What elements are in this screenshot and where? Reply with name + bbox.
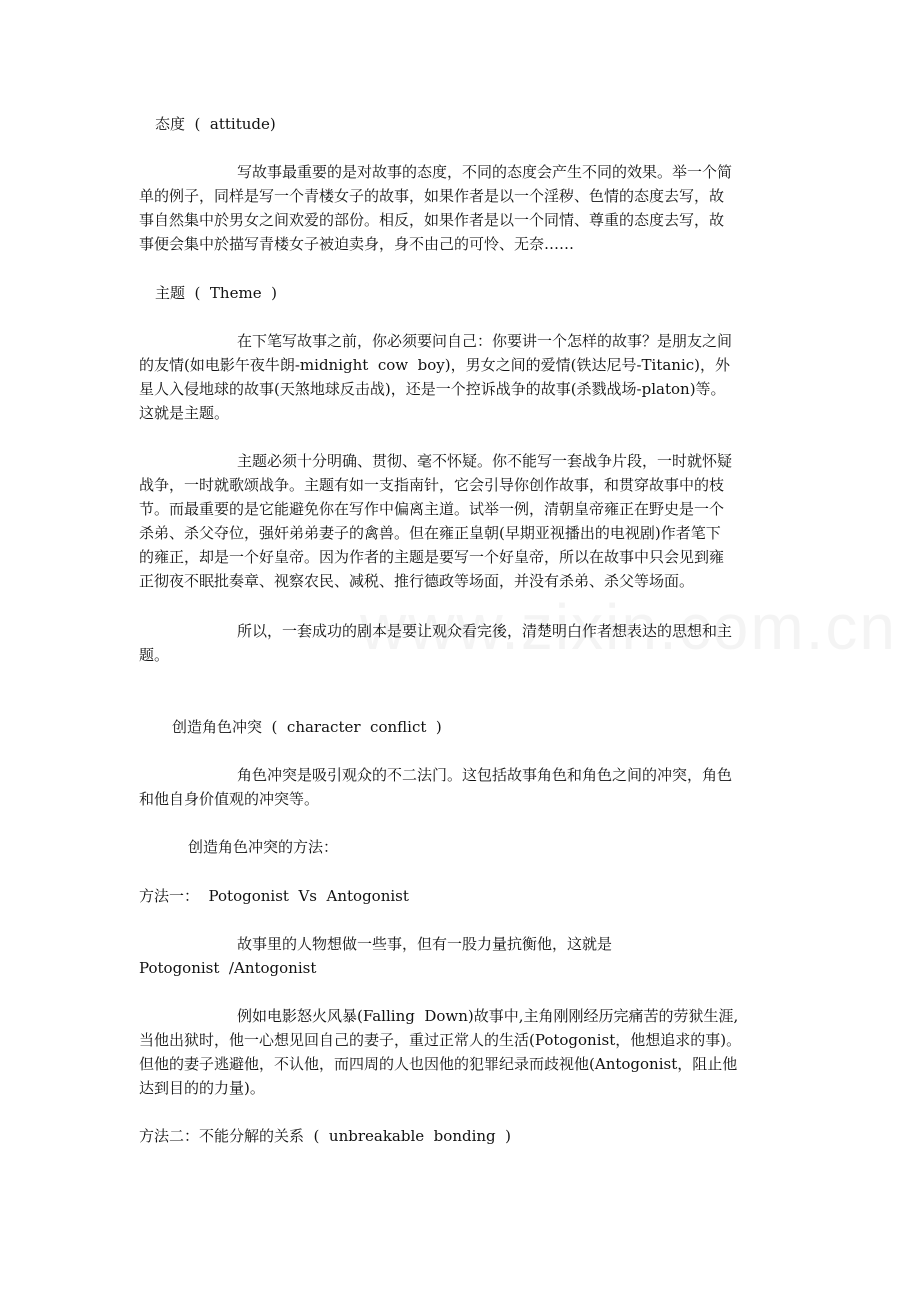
attitude-para-line: 单的例子，同样是写一个青楼女子的故事，如果作者是以一个淫秽、色情的态度去写，故 bbox=[139, 187, 725, 205]
theme-para-line: 星人入侵地球的故事(天煞地球反击战)，还是一个控诉战争的故事(杀戮战场-platon)等。 bbox=[139, 380, 726, 398]
theme-para-line: 的雍正，却是一个好皇帝。因为作者的主题是要写一个好皇帝，所以在故事中只会见到雍 bbox=[139, 548, 725, 566]
conflict-para-line: 角色冲突是吸引观众的不二法门。这包括故事角色和角色之间的冲突，角色 bbox=[237, 766, 733, 784]
method-one-example-line: 当他出狱时，他一心想见回自己的妻子，重过正常人的生活(Potogonist，他想追求的事)。 bbox=[139, 1031, 742, 1049]
method-one-heading: 方法一： Potogonist Vs Antogonist bbox=[139, 887, 409, 905]
attitude-para-line: 写故事最重要的是对故事的态度，不同的态度会产生不同的效果。举一个简 bbox=[237, 163, 733, 181]
theme-para-line: 题。 bbox=[139, 646, 170, 664]
theme-para-line: 杀弟、杀父夺位，强奸弟弟妻子的禽兽。但在雍正皇朝(早期亚视播出的电视剧)作者笔下 bbox=[139, 524, 721, 542]
theme-para-line: 的友情(如电影午夜牛朗-midnight cow boy)，男女之间的爱情(铁达尼号-Titanic)，外 bbox=[139, 356, 731, 374]
theme-para-line: 在下笔写故事之前，你必须要问自己：你要讲一个怎样的故事？是朋友之间 bbox=[237, 332, 733, 350]
heading-theme: 主题 ( Theme ) bbox=[155, 284, 277, 302]
heading-character-conflict: 创造角色冲突 ( character conflict ) bbox=[172, 718, 442, 736]
method-one-example-line: 但他的妻子逃避他，不认他，而四周的人也因他的犯罪纪录而歧视他(Antogonist，阻止他 bbox=[139, 1055, 738, 1073]
method-one-para-line: Potogonist /Antogonist bbox=[139, 959, 317, 977]
methods-intro: 创造角色冲突的方法： bbox=[188, 838, 339, 856]
theme-para-line: 所以，一套成功的剧本是要让观众看完後，清楚明白作者想表达的思想和主 bbox=[237, 622, 733, 640]
theme-para-line: 主题必须十分明确、贯彻、毫不怀疑。你不能写一套战争片段，一时就怀疑 bbox=[237, 452, 733, 470]
method-two-heading: 方法二：不能分解的关系 ( unbreakable bonding ) bbox=[139, 1127, 512, 1145]
attitude-para-line: 事自然集中於男女之间欢爱的部份。相反，如果作者是以一个同情、尊重的态度去写，故 bbox=[139, 211, 725, 229]
method-one-para-line: 故事里的人物想做一些事，但有一股力量抗衡他，这就是 bbox=[237, 935, 613, 953]
method-one-example-line: 达到目的的力量)。 bbox=[139, 1079, 265, 1097]
theme-para-line: 节。而最重要的是它能避免你在写作中偏离主道。试举一例，清朝皇帝雍正在野史是一个 bbox=[139, 500, 725, 518]
theme-para-line: 战争，一时就歌颂战争。主题有如一支指南针，它会引导你创作故事，和贯穿故事中的枝 bbox=[139, 476, 725, 494]
attitude-para-line: 事便会集中於描写青楼女子被迫卖身，身不由己的可怜、无奈…… bbox=[139, 235, 575, 253]
method-one-example-line: 例如电影怒火风暴(Falling Down)故事中,主角刚刚经历完痛苦的劳狱生涯, bbox=[237, 1007, 739, 1025]
heading-attitude: 态度 ( attitude) bbox=[155, 115, 276, 133]
theme-para-line: 正彻夜不眠批奏章、视察农民、减税、推行德政等场面，并没有杀弟、杀父等场面。 bbox=[139, 572, 695, 590]
theme-para-line: 这就是主题。 bbox=[139, 404, 230, 422]
conflict-para-line: 和他自身价值观的冲突等。 bbox=[139, 790, 320, 808]
